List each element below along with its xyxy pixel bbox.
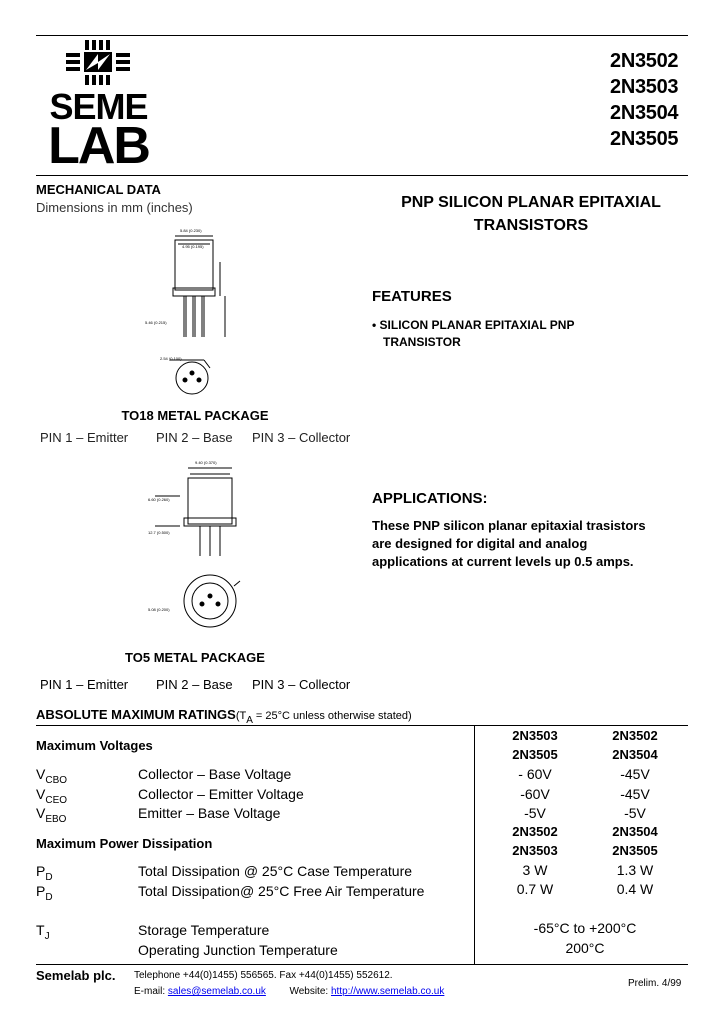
voltages-heading: Maximum Voltages (36, 738, 153, 753)
footer-rule (36, 964, 688, 965)
website-link[interactable]: http://www.semelab.co.uk (330, 986, 445, 997)
mechanical-subheading: Dimensions in mm (inches) (36, 200, 193, 215)
vebo-symbol: $V_{EBO}$ (36, 805, 67, 825)
vcbo-value-b: -45V (620, 766, 650, 782)
pd-case-symbol: $P_D$ (36, 863, 53, 883)
svg-text:2.54 (0.100): 2.54 (0.100) (160, 356, 182, 361)
to5-pin-2: PIN 2 – Base (156, 677, 233, 692)
footer-prelim: Prelim. 4/99 (628, 978, 682, 989)
voltage-col-b2: 2N3504 (612, 747, 658, 762)
junction-temperature-value: 200°C (565, 940, 605, 956)
svg-text:6.60 (0.260): 6.60 (0.260) (148, 497, 170, 502)
pd-case-value-a: 3 W (522, 862, 548, 878)
to18-pin-1: PIN 1 – Emitter (40, 430, 129, 445)
junction-temperature-label: Operating Junction Temperature (138, 942, 338, 958)
to18-title: TO18 METAL PACKAGE (121, 408, 269, 423)
to5-package-drawing (140, 456, 250, 646)
ratings-title: ABSOLUTE MAXIMUM RATINGS (36, 707, 236, 722)
vcbo-symbol: $V_{CBO}$ (36, 766, 68, 786)
applications-line-2: are designed for digital and analog (372, 536, 588, 551)
to18-pin-3: PIN 3 – Collector (252, 430, 351, 445)
header-rule (36, 175, 688, 176)
pd-case-value-b: 1.3 W (616, 862, 654, 878)
ratings-condition: (TA = 25°C unless otherwise stated) (235, 710, 412, 726)
footer-phone: Telephone +44(0)1455) 556565. Fax +44(0)1455) 552612. (134, 970, 393, 981)
document-title-line-1: PNP SILICON PLANAR EPITAXIAL (401, 194, 661, 211)
top-rule (36, 35, 688, 36)
applications-line-3: applications at current levels up 0.5 amps. (372, 554, 634, 569)
svg-text:5.84 (0.230): 5.84 (0.230) (180, 228, 202, 233)
storage-temperature-label: Storage Temperature (138, 922, 270, 938)
part-number: 2N3502 (610, 50, 679, 72)
features-item-line-1: • SILICON PLANAR EPITAXIAL PNP (372, 318, 575, 332)
footer-contact (134, 986, 444, 997)
vceo-value-b: -45V (620, 786, 650, 802)
to18-package-drawing (140, 222, 240, 404)
part-number: 2N3505 (610, 128, 679, 150)
email-link[interactable]: sales@semelab.co.uk (167, 986, 266, 997)
svg-text:5.46 (0.215): 5.46 (0.215) (145, 320, 167, 325)
voltage-col-a2: 2N3505 (512, 747, 558, 762)
logo-text-seme: SEME (49, 86, 148, 127)
svg-text:5.08 (0.200): 5.08 (0.200) (148, 607, 170, 612)
power-col-b1: 2N3504 (612, 824, 658, 839)
pd-air-value-a: 0.7 W (516, 881, 554, 897)
applications-heading: APPLICATIONS: (372, 490, 488, 507)
mechanical-heading: MECHANICAL DATA (36, 182, 161, 197)
semelab-logo (36, 38, 161, 175)
website-label: Website: (289, 986, 329, 997)
svg-text:12.7 (0.500): 12.7 (0.500) (148, 530, 170, 535)
pd-air-symbol: $P_D$ (36, 883, 53, 903)
vcbo-value-a: - 60V (518, 766, 552, 782)
part-number: 2N3503 (610, 76, 679, 98)
to18-pin-2: PIN 2 – Base (156, 430, 233, 445)
footer-company: Semelab plc. (36, 968, 116, 983)
logo-text-lab: LAB (48, 117, 149, 175)
vceo-symbol: $V_{CEO}$ (36, 786, 68, 806)
tj-symbol: $T_J$ (36, 922, 50, 942)
email-label: E-mail: (134, 986, 166, 997)
features-item-line-2: TRANSISTOR (383, 335, 461, 349)
vebo-description: Emitter – Base Voltage (138, 805, 281, 821)
vceo-value-a: -60V (520, 786, 550, 802)
applications-line-1: These PNP silicon planar epitaxial trasistors (372, 518, 646, 533)
to5-pin-1: PIN 1 – Emitter (40, 677, 129, 692)
voltage-col-a1: 2N3503 (512, 728, 558, 743)
ratings-column-divider (474, 725, 475, 965)
power-col-a1: 2N3502 (512, 824, 558, 839)
power-col-b2: 2N3505 (612, 843, 658, 858)
part-number: 2N3504 (610, 102, 679, 124)
vebo-value-a: -5V (524, 805, 546, 821)
document-title-line-2: TRANSISTORS (473, 217, 589, 234)
voltage-col-b1: 2N3502 (612, 728, 658, 743)
vebo-value-b: -5V (624, 805, 646, 821)
pd-air-value-b: 0.4 W (616, 881, 654, 897)
vceo-description: Collector – Emitter Voltage (138, 786, 304, 802)
power-heading: Maximum Power Dissipation (36, 836, 213, 851)
ratings-heading (36, 707, 412, 726)
pd-air-description: Total Dissipation@ 25°C Free Air Temperature (138, 883, 425, 899)
svg-text:4.95 (0.195): 4.95 (0.195) (182, 244, 204, 249)
power-col-a2: 2N3503 (512, 843, 558, 858)
svg-text:9.40 (0.370): 9.40 (0.370) (195, 460, 217, 465)
to5-title: TO5 METAL PACKAGE (125, 650, 265, 665)
features-heading: FEATURES (372, 288, 452, 305)
ratings-rule (36, 725, 688, 726)
to5-pin-3: PIN 3 – Collector (252, 677, 351, 692)
vcbo-description: Collector – Base Voltage (138, 766, 292, 782)
storage-temperature-value: -65°C to +200°C (533, 920, 637, 936)
pd-case-description: Total Dissipation @ 25°C Case Temperature (138, 863, 413, 879)
